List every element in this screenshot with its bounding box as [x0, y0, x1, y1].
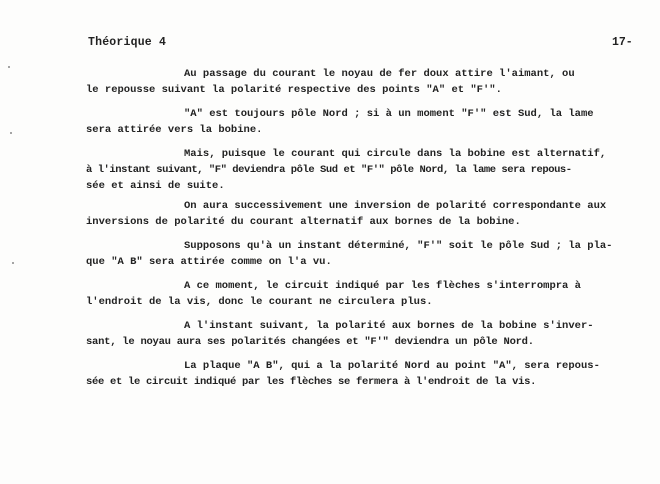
paragraph	[86, 66, 636, 98]
page-number: 17-	[612, 36, 633, 49]
paragraph-line: l'endroit de la vis, donc le courant ne circulera plus.	[86, 296, 433, 308]
paragraph-line: sera attirée vers la bobine.	[86, 124, 263, 136]
paragraph-line: A l'instant suivant, la polarité aux bornes de la bobine s'inver-	[184, 320, 594, 332]
paragraph-line: Mais, puisque le courant qui circule dans la bobine est alternatif,	[184, 148, 607, 160]
paragraph-line: sée et ainsi de suite.	[86, 180, 225, 192]
paragraph	[86, 358, 636, 390]
paragraph	[86, 106, 636, 138]
paragraph-line: à l'instant suivant, "F" deviendra pôle Sud et "F'" pôle Nord, la lame sera repous-	[86, 164, 572, 176]
scan-speck	[12, 262, 14, 264]
paragraph-line: A ce moment, le circuit indiqué par les flèches s'interrompra à	[184, 280, 581, 292]
scan-speck	[8, 66, 10, 68]
paragraph-line: Au passage du courant le noyau de fer doux attire l'aimant, ou	[184, 68, 575, 80]
scan-speck	[10, 132, 12, 134]
paragraph-line: le repousse suivant la polarité respective des points "A" et "F'".	[86, 84, 502, 96]
paragraph	[86, 238, 636, 270]
paragraph-line: inversions de polarité du courant alternatif aux bornes de la bobine.	[86, 216, 521, 228]
paragraph	[86, 278, 636, 310]
paragraph-line: Supposons qu'à un instant déterminé, "F'" soit le pôle Sud ; la pla-	[184, 240, 613, 252]
paragraph-line: sée et le circuit indiqué par les flèches se fermera à l'endroit de la vis.	[86, 376, 537, 388]
paragraph	[86, 318, 636, 350]
paragraph-line: La plaque "A B", qui a la polarité Nord au point "A", sera repous-	[184, 360, 600, 372]
paragraph	[86, 198, 636, 230]
paragraph-line: On aura successivement une inversion de polarité correspondante aux	[184, 200, 607, 212]
paragraph-line: que "A B" sera attirée comme on l'a vu.	[86, 256, 332, 268]
section-header: Théorique 4	[88, 36, 167, 49]
paragraph-line: "A" est toujours pôle Nord ; si à un moment "F'" est Sud, la lame	[184, 108, 594, 120]
paragraph-line: sant, le noyau aura ses polarités changées et "F'" deviendra un pôle Nord.	[86, 336, 534, 348]
paragraph	[86, 146, 636, 194]
